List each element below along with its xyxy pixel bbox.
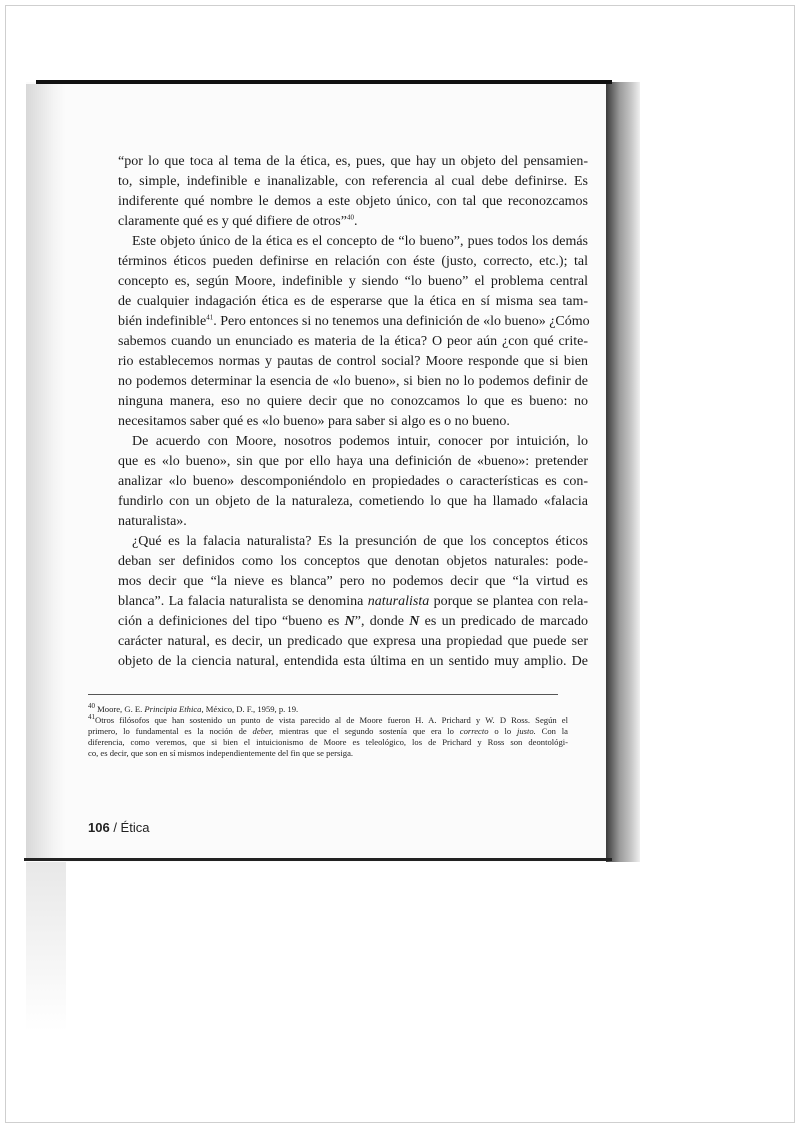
text-run: “por lo que toca al tema de la ética, es, pues, que hay un objeto del pensamien-: [118, 154, 588, 169]
text-run: Con la: [535, 726, 568, 736]
text-line: [118, 612, 588, 632]
text-run: deban ser definidos como los conceptos que denotan objetos naturales: pode-: [118, 554, 588, 569]
text-run: o lo: [488, 726, 517, 736]
text-line: [118, 512, 588, 532]
text-run: términos éticos pueden definirse en relación con éste (justo, correcto, etc.); tal: [118, 254, 588, 269]
text-run: indiferente qué nombre le demos a este objeto único, con tal que reconozcamos: [118, 194, 588, 209]
text-line: [118, 552, 588, 572]
text-run: diferencia, como veremos, que si bien el intuicionismo de Moore es teleológico, los de Prichard y Ross son deontológi-: [88, 737, 568, 747]
scan-top-edge: [36, 80, 612, 84]
text-line: [118, 192, 588, 212]
text-run: claramente qué es y qué difiere de otros”: [118, 214, 347, 229]
footnote-rule: [88, 694, 558, 695]
footnote-ref: 40: [88, 702, 95, 711]
text-run: N: [409, 614, 420, 629]
text-run: Este objeto único de la ética es el concepto de “lo bueno”, pues todos los demás: [132, 234, 588, 249]
text-run: N: [344, 614, 355, 629]
text-run: ción a definiciones del tipo “bueno es: [118, 614, 345, 629]
text-run: deber,: [252, 726, 274, 736]
text-line: [118, 232, 588, 252]
text-line: [118, 472, 588, 492]
footnote-line: [88, 704, 568, 715]
footnote-ref: 40: [346, 213, 354, 222]
text-run: primero, lo fundamental es la noción de: [88, 726, 253, 736]
text-run: naturalista».: [118, 514, 187, 529]
text-line: [118, 372, 588, 392]
text-run: to, simple, indefinible e inanalizable, con referencia al cual debe definirse. Es: [118, 174, 588, 189]
text-line: [118, 172, 588, 192]
text-run: sabemos cuando un enunciado es materia de la ética? O peor aún ¿con qué crite-: [118, 334, 588, 349]
text-run: mos decir que “la nieve es blanca” pero no podemos decir que “la virtud es: [118, 574, 588, 589]
page-footer: [88, 820, 149, 835]
text-run: correcto: [459, 726, 489, 736]
footnote-line: [88, 737, 568, 748]
scan-bottom-edge: [24, 858, 612, 861]
text-run: concepto es, según Moore, indefinible y siendo “lo bueno” el problema central: [118, 274, 588, 289]
text-line: [118, 292, 588, 312]
text-run: justo.: [516, 726, 536, 736]
text-run: mientras que el segundo sostenía que era lo: [273, 726, 460, 736]
text-run: ¿Qué es la falacia naturalista? Es la presunción de que los conceptos éticos: [132, 534, 588, 549]
text-line: [118, 352, 588, 372]
footnote-line: [88, 715, 568, 726]
scan-left-shadow: [26, 84, 66, 858]
text-line: [118, 152, 588, 172]
text-line: [118, 492, 588, 512]
footnote-line: [88, 748, 568, 759]
text-run: ”, donde: [354, 614, 410, 629]
text-line: [118, 252, 588, 272]
text-run: Principia Ethica,: [144, 704, 204, 714]
text-run: ninguna manera, eso no quiere decir que no conozcamos lo que es bueno: no: [118, 394, 588, 409]
text-run: Moore, G. E.: [95, 704, 145, 714]
text-run: analizar «lo bueno» descomponiéndolo en propiedades o características es con-: [118, 474, 588, 489]
text-run: blanca”. La falacia naturalista se denomina: [118, 594, 368, 609]
text-run: fundirlo con un objeto de la naturaleza, cometiendo lo que ha llamado «falacia: [118, 494, 588, 509]
text-run: bién indefinible: [118, 314, 207, 329]
text-run: objeto de la ciencia natural, entendida esta última en un sentido muy amplio. De: [118, 654, 588, 669]
text-line: [118, 452, 588, 472]
text-run: porque se plantea con rela-: [429, 594, 588, 609]
text-run: necesitamos saber qué es «lo bueno» para saber si algo es o no bueno.: [118, 414, 510, 429]
text-run: rio establecemos normas y pautas de control social? Moore responde que si bien: [118, 354, 588, 369]
text-run: naturalista: [367, 594, 430, 609]
text-run: Otros filósofos que han sostenido un punto de vista parecido al de Moore fueron H. A. Prichard y W. D Ross. Según el: [95, 715, 568, 725]
page-number: 106: [88, 820, 110, 835]
text-run: .: [353, 214, 358, 229]
footnote-ref: 41: [206, 313, 214, 322]
text-run: carácter natural, es decir, un predicado que expresa una propiedad que puede ser: [118, 634, 588, 649]
footnote-line: [88, 726, 568, 737]
footer-separator: /: [109, 820, 121, 835]
footnote-ref: 41: [88, 713, 95, 722]
text-run: De acuerdo con Moore, nosotros podemos intuir, conocer por intuición, lo: [132, 434, 588, 449]
text-line: [118, 272, 588, 292]
text-run: México, D. F., 1959, p. 19.: [203, 704, 299, 714]
text-run: que es «lo bueno», sin que por ello haya una definición de «bueno»: pretender: [118, 454, 588, 469]
scan-binding-shadow: [606, 82, 640, 862]
text-run: no podemos determinar la esencia de «lo bueno», si bien no lo podemos definir de: [118, 374, 588, 389]
running-title: Ética: [120, 820, 150, 835]
text-line: [118, 592, 588, 612]
text-line: [118, 412, 588, 432]
text-run: . Pero entonces si no tenemos una definición de «lo bueno» ¿Cómo: [213, 314, 590, 329]
text-line: [118, 532, 588, 552]
text-line: [118, 632, 588, 652]
body-text: [118, 152, 588, 672]
text-line: [118, 212, 588, 232]
text-line: [118, 432, 588, 452]
text-line: [118, 392, 588, 412]
text-line: [118, 312, 588, 332]
text-line: [118, 332, 588, 352]
text-run: de cualquier indagación ética es de esperarse que la ética en sí misma sea tam-: [118, 294, 588, 309]
scan-lower-shadow: [26, 862, 66, 1032]
text-line: [118, 652, 588, 672]
text-run: es un predicado de marcado: [419, 614, 588, 629]
text-run: co, es decir, que son en sí mismos independientemente del fin que se persiga.: [88, 748, 354, 758]
text-line: [118, 572, 588, 592]
footnotes: [88, 704, 568, 759]
